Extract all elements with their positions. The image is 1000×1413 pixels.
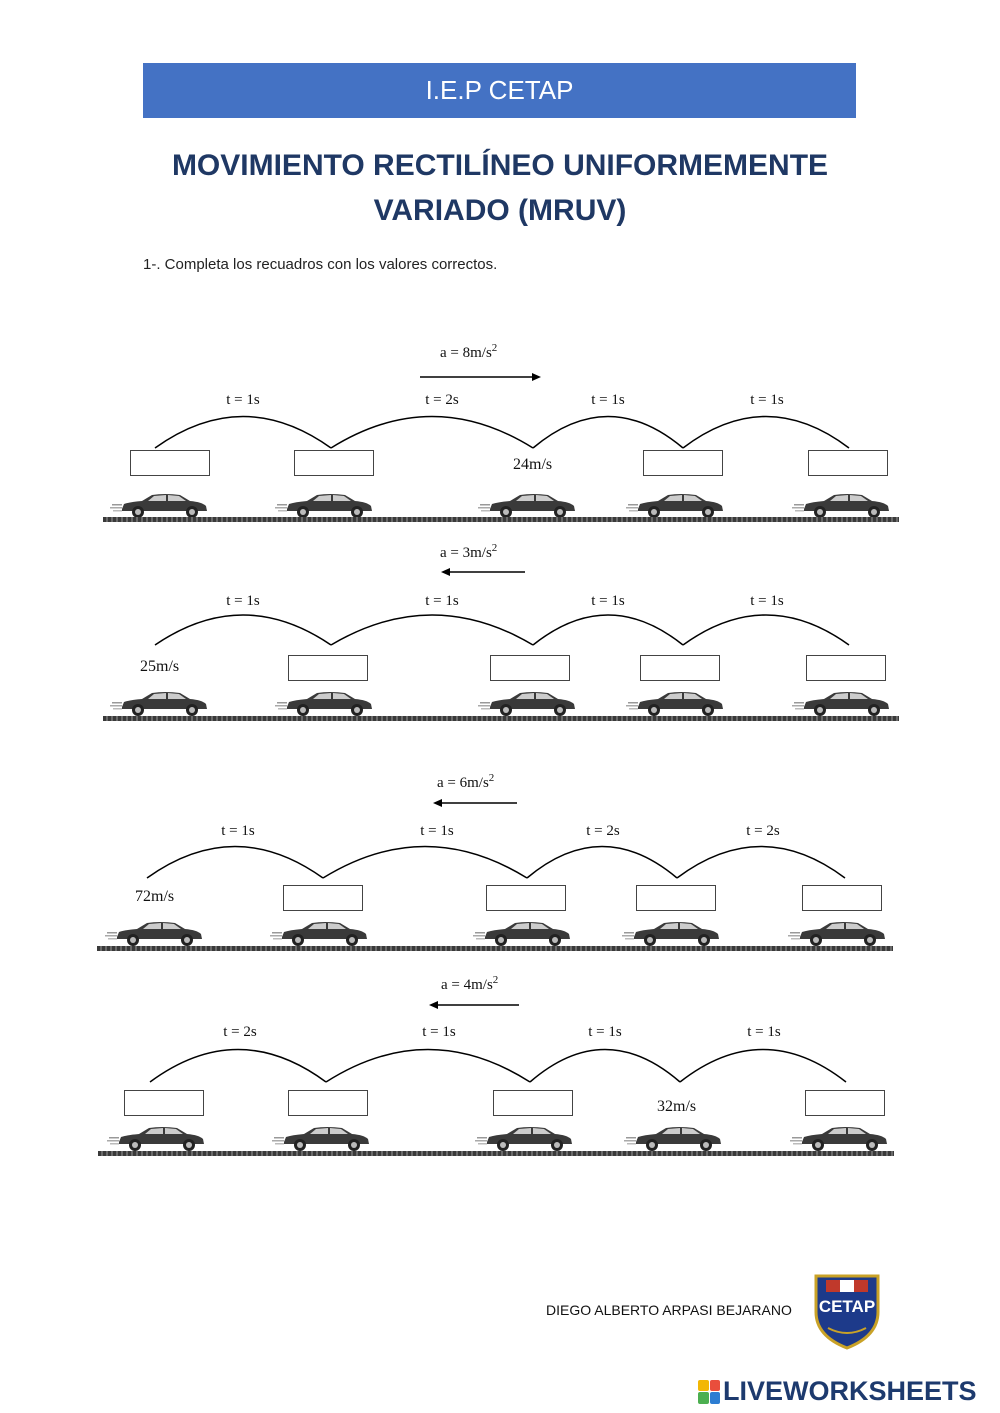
answer-box[interactable] xyxy=(808,450,888,476)
school-banner: I.E.P CETAP xyxy=(143,63,856,118)
answer-box[interactable] xyxy=(288,655,368,681)
car-icon xyxy=(475,1125,575,1153)
time-label: t = 1s xyxy=(591,392,625,408)
liveworksheets-watermark xyxy=(698,1376,977,1407)
car-icon xyxy=(626,492,726,520)
title-line-1: MOVIMIENTO RECTILÍNEO UNIFORMEMENTE xyxy=(171,149,829,182)
time-label: t = 1s xyxy=(226,392,260,408)
car-icon xyxy=(473,920,573,948)
svg-text:CETAP: CETAP xyxy=(818,1297,876,1316)
answer-box[interactable] xyxy=(294,450,374,476)
car-icon xyxy=(275,690,375,718)
car-icon xyxy=(275,492,375,520)
page-title xyxy=(130,143,870,233)
answer-box[interactable] xyxy=(805,1090,885,1116)
answer-box[interactable] xyxy=(288,1090,368,1116)
time-label: t = 2s xyxy=(425,392,459,408)
problem-4 xyxy=(95,972,905,1172)
time-label: t = 1s xyxy=(226,593,260,609)
car-icon xyxy=(792,492,892,520)
answer-box[interactable] xyxy=(643,450,723,476)
car-icon xyxy=(270,920,370,948)
car-icon xyxy=(110,492,210,520)
time-label: t = 2s xyxy=(223,1024,257,1040)
time-label: t = 2s xyxy=(586,823,620,839)
school-crest-icon xyxy=(812,1272,882,1350)
problem-3 xyxy=(95,770,905,970)
road xyxy=(103,716,899,721)
car-icon xyxy=(624,1125,724,1153)
car-icon xyxy=(626,690,726,718)
time-label: t = 1s xyxy=(422,1024,456,1040)
answer-box[interactable] xyxy=(493,1090,573,1116)
time-label: t = 1s xyxy=(750,392,784,408)
car-icon xyxy=(107,1125,207,1153)
road xyxy=(103,517,899,522)
author-name: DIEGO ALBERTO ARPASI BEJARANO xyxy=(546,1302,792,1318)
acceleration-label: $a = 4m/s^2$ xyxy=(441,974,499,993)
answer-box[interactable] xyxy=(124,1090,204,1116)
answer-box[interactable] xyxy=(486,885,566,911)
answer-box[interactable] xyxy=(283,885,363,911)
problem-1 xyxy=(95,340,905,540)
acceleration-label: $a = 6m/s^2$ xyxy=(437,772,495,791)
answer-box[interactable] xyxy=(806,655,886,681)
instruction-text: 1-. Completa los recuadros con los valores correctos. xyxy=(143,256,498,273)
liveworksheets-logo-icon xyxy=(698,1380,720,1404)
time-label: t = 1s xyxy=(420,823,454,839)
answer-box[interactable] xyxy=(490,655,570,681)
car-icon xyxy=(478,492,578,520)
car-icon xyxy=(792,690,892,718)
time-label: t = 1s xyxy=(425,593,459,609)
velocity-label: 24m/s xyxy=(513,456,553,473)
problem-2 xyxy=(95,540,905,740)
velocity-label: 72m/s xyxy=(135,888,175,905)
car-icon xyxy=(622,920,722,948)
answer-box[interactable] xyxy=(130,450,210,476)
time-label: t = 1s xyxy=(221,823,255,839)
car-icon xyxy=(272,1125,372,1153)
time-label: t = 1s xyxy=(588,1024,622,1040)
time-label: t = 2s xyxy=(746,823,780,839)
car-icon xyxy=(788,920,888,948)
answer-box[interactable] xyxy=(640,655,720,681)
watermark-text: LIVEWORKSHEETS xyxy=(723,1376,977,1406)
car-icon xyxy=(478,690,578,718)
acceleration-label: $a = 3m/s^2$ xyxy=(440,542,498,561)
velocity-label: 32m/s xyxy=(657,1098,697,1115)
car-icon xyxy=(790,1125,890,1153)
time-label: t = 1s xyxy=(591,593,625,609)
acceleration-label: $a = 8m/s^2$ xyxy=(440,342,498,361)
velocity-label: 25m/s xyxy=(140,658,180,675)
car-icon xyxy=(110,690,210,718)
answer-box[interactable] xyxy=(802,885,882,911)
time-label: t = 1s xyxy=(750,593,784,609)
answer-box[interactable] xyxy=(636,885,716,911)
time-label: t = 1s xyxy=(747,1024,781,1040)
car-icon xyxy=(105,920,205,948)
road xyxy=(97,946,893,951)
road xyxy=(98,1151,894,1156)
title-line-2: VARIADO (MRUV) xyxy=(373,194,627,227)
